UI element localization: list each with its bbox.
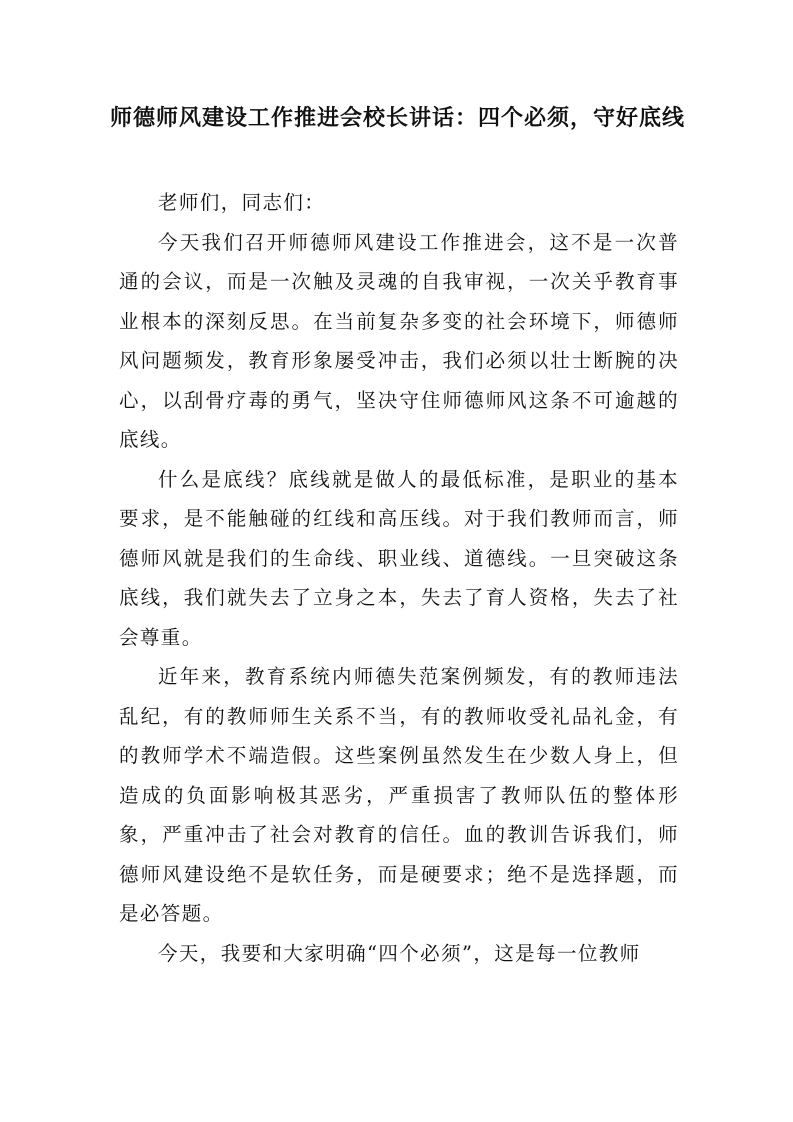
paragraph-3: 近年来，教育系统内师德失范案例频发，有的教师违法乱纪，有的教师师生关系不当，有的教师收受礼品礼金，有的教师学术不端造假。这些案例虽然发生在少数人身上，但造成的负面影响极其恶劣，严重损害了教师队伍的整体形象，严重冲击了社会对教育的信任。血的教训告诉我们，师德师风建设绝不是软任务，而是硬要求；绝不是选择题，而是必答题。 [119, 665, 679, 925]
document-body [119, 183, 679, 973]
paragraph-1: 今天我们召开师德师风建设工作推进会，这不是一次普通的会议，而是一次触及灵魂的自我审视，一次关乎教育事业根本的深刻反思。在当前复杂多变的社会环境下，师德师风问题频发，教育形象屡受冲击，我们必须以壮士断腕的决心，以刮骨疗毒的勇气，坚决守住师德师风这条不可逾越的底线。 [119, 230, 679, 451]
paragraph-2: 什么是底线？底线就是做人的最低标准，是职业的基本要求，是不能触碰的红线和高压线。对于我们教师而言，师德师风就是我们的生命线、职业线、道德线。一旦突破这条底线，我们就失去了立身之本，失去了育人资格，失去了社会尊重。 [119, 467, 679, 649]
document-title: 师德师风建设工作推进会校长讲话：四个必须，守好底线 [110, 105, 686, 131]
salutation: 老师们，同志们： [158, 191, 326, 214]
paragraph-4: 今天，我要和大家明确“四个必须”，这是每一位教师 [158, 941, 641, 965]
